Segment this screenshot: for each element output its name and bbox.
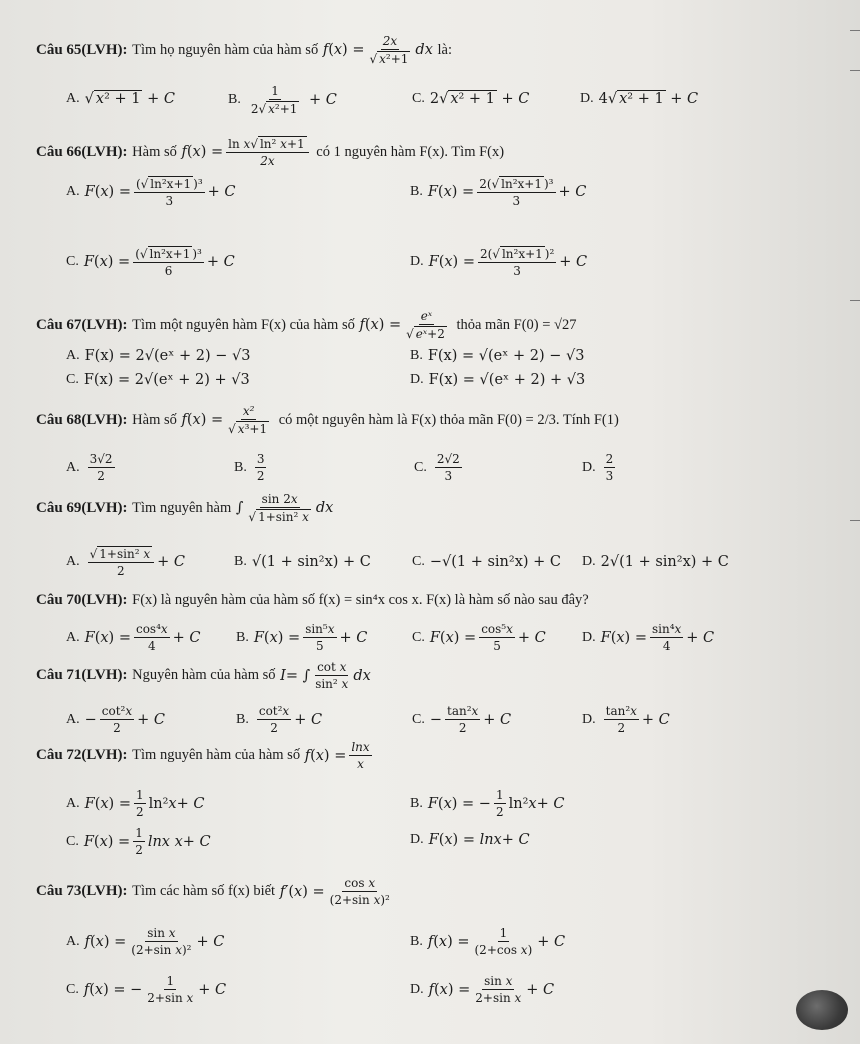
option-a: A. $\frac{\text{√ 1+sin² x}}{2}$ + C (66, 547, 185, 578)
question-69: Câu 69(LVH): Tìm nguyên hàm ∫ $\frac{\sin 2x}{\text{√ 1+sin² x}}$ dx (36, 492, 334, 524)
option-d: D. 2√(1 + sin²x) + C (582, 554, 729, 570)
option-d: D. F ( x ) = $\frac{\text{2(√ ln²x+1 )²}}{3}$ + C (410, 247, 588, 278)
question-72: Câu 72(LVH): Tìm nguyên hàm của hàm số f ( x ) = $\frac{\ln x}{x}$ (36, 740, 370, 771)
option-b: B. $\frac{3}{2}$ (234, 452, 265, 483)
option-b: B. F ( x ) = $\frac{\text{2(√ ln²x+1 )³}}{3}$ + C (410, 177, 587, 208)
ink-blot (796, 990, 848, 1030)
question-tail: là: (437, 41, 452, 58)
option-c: C. 2√ x² + 1 + C (412, 90, 530, 107)
option-d: D. F ( x ) = $\frac{\text{sin⁴x}}{4}$ + C (582, 622, 715, 653)
option-c: C. F ( x ) = $\frac{1}{2}$ lnx x + C (66, 826, 211, 857)
option-a: A. √ x² + 1 + C (66, 90, 175, 107)
option-d: D. F ( x ) = lnx + C (410, 832, 530, 848)
question-68: Câu 68(LVH): Hàm số f ( x ) = $\frac{\text{x²}}{\text{√ x³+1}}$ có một nguyên hàm là F(x) thỏa mãn F(0) = 2/3. Tính F(1) (36, 404, 619, 436)
option-d: D. 4√ x² + 1 + C (580, 90, 699, 107)
option-c: C. − $\frac{\text{tan²x}}{2}$ + C (412, 704, 512, 735)
option-b: B. √(1 + sin²x) + C (234, 554, 371, 570)
margin-tick (850, 70, 860, 71)
question-71: Câu 71(LVH): Nguyên hàm của hàm số I = ∫ $\frac{\text{cot x}}{\text{sin² x}}$ dx (36, 660, 371, 691)
option-a: A. $\frac{3√2}{2}$ (66, 452, 113, 483)
option-a: A. F ( x ) = $\frac{1}{2}$ ln² x + C (66, 788, 205, 819)
question-67: Câu 67(LVH): Tìm một nguyên hàm F(x) của hàm số f ( x ) = $\frac{\text{eˣ}}{\text{√ eˣ+2}}$ thỏa mãn F(0) = √27 (36, 309, 577, 341)
option-b: B. F ( x ) = − $\frac{1}{2}$ ln² x + C (410, 788, 565, 819)
option-b: B. $\frac{\text{cot²x}}{2}$ + C (236, 704, 323, 735)
margin-tick (850, 300, 860, 301)
option-c: C. F(x) = 2√(eˣ + 2) + √3 (66, 372, 250, 388)
question-65: Câu 65(LVH): Tìm họ nguyên hàm của hàm số f ( x ) = $\frac{2x}{\text{√ x²+1}}$ dx là: (36, 34, 452, 66)
question-label: Câu 65(LVH): (36, 41, 128, 58)
option-a: A. f ( x ) = $\frac{\text{sin x}}{\text{(2+sin x)²}}$ + C (66, 926, 225, 957)
option-d: D. f ( x ) = $\frac{\text{sin x}}{\text{2+sin x}}$ + C (410, 974, 555, 1005)
option-b: B. F(x) = √(eˣ + 2) − √3 (410, 348, 585, 364)
margin-tick (850, 30, 860, 31)
question-66: Câu 66(LVH): Hàm số f ( x ) = $\frac{\text{ln x√ ln² x+1}}{2x}$ có 1 nguyên hàm F(x). Tìm F(x) (36, 137, 505, 168)
option-a: A. F ( x ) = $\frac{\text{cos⁴x}}{4}$ + C (66, 622, 201, 653)
margin-tick (850, 520, 860, 521)
question-text: Tìm họ nguyên hàm của hàm số (132, 41, 319, 58)
option-c: C. f ( x ) = − $\frac{1}{\text{2+sin x}}$ + C (66, 974, 227, 1005)
option-d: D. $\frac{2}{3}$ (582, 452, 614, 483)
option-d: D. $\frac{\text{tan²x}}{2}$ + C (582, 704, 670, 735)
option-a: A. − $\frac{\text{cot²x}}{2}$ + C (66, 704, 166, 735)
option-c: C. $\frac{2√2}{3}$ (414, 452, 460, 483)
option-b: B. $\frac{1}{\text{2√ x²+1}}$ + C (228, 84, 337, 116)
option-c: C. −√(1 + sin²x) + C (412, 554, 562, 570)
option-c: C. F ( x ) = $\frac{\text{cos⁵x}}{5}$ + C (412, 622, 546, 653)
option-d: D. F(x) = √(eˣ + 2) + √3 (410, 372, 586, 388)
option-c: C. F ( x ) = $\frac{\text{(√ ln²x+1 )³}}{6}$ + C (66, 247, 235, 278)
question-73: Câu 73(LVH): Tìm các hàm số f(x) biết f′ ( x ) = $\frac{\text{cos x}}{\text{(2+sin x)²}}$ (36, 876, 390, 907)
option-a: A. F(x) = 2√(eˣ + 2) − √3 (66, 348, 251, 364)
option-b: B. f ( x ) = $\frac{1}{\text{(2+cos x)}}$ + C (410, 926, 566, 957)
option-b: B. F ( x ) = $\frac{\text{sin⁵x}}{5}$ + C (236, 622, 368, 653)
question-70: Câu 70(LVH): F(x) là nguyên hàm của hàm số f(x) = sin⁴x cos x. F(x) là hàm số nào sau đây? (36, 592, 589, 608)
option-a: A. F ( x ) = $\frac{\text{(√ ln²x+1 )³}}{3}$ + C (66, 177, 236, 208)
